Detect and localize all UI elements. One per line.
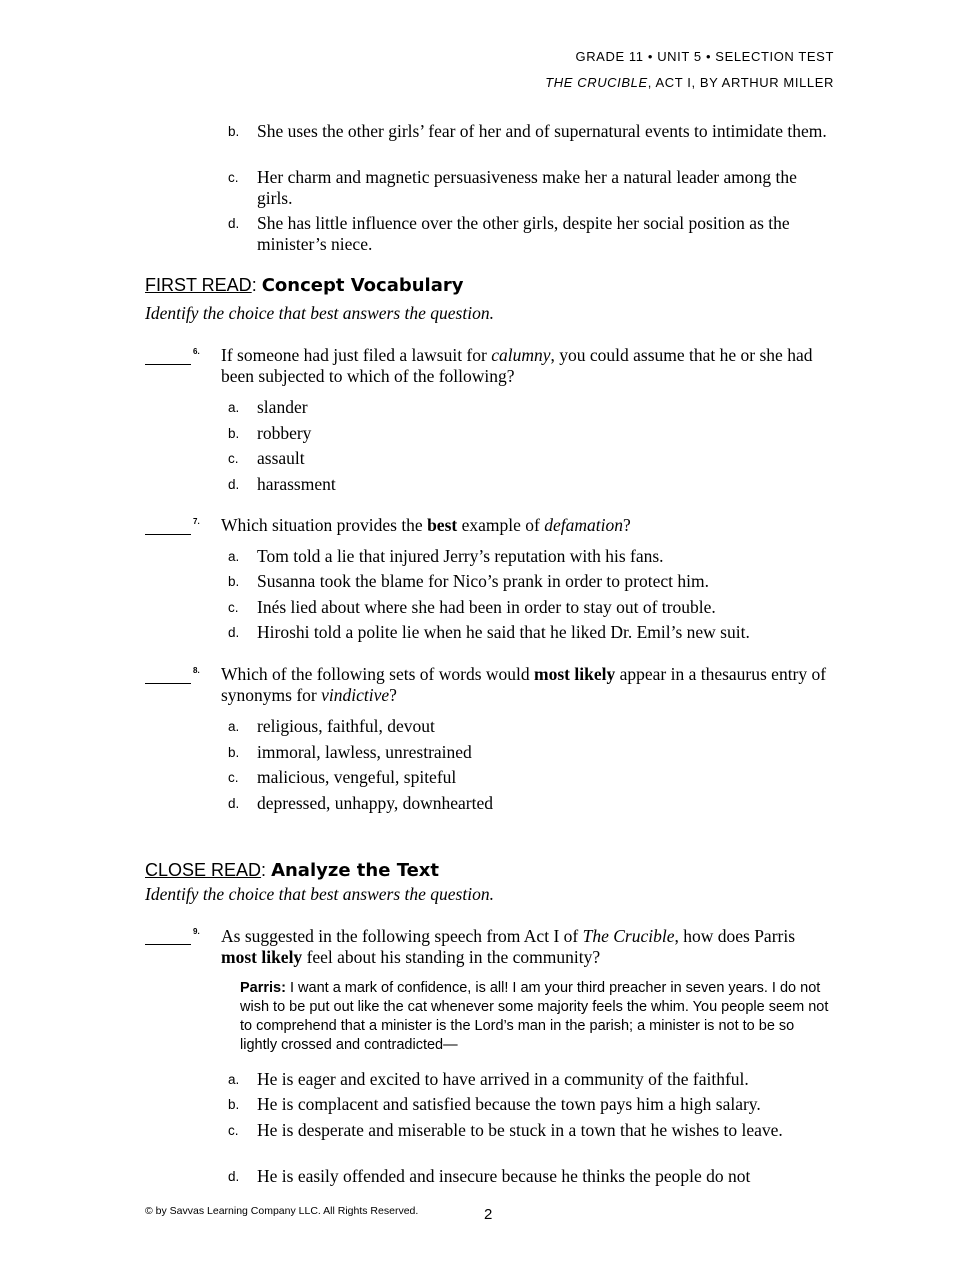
option-text: assault (257, 448, 305, 468)
footer-copyright: © by Savvas Learning Company LLC. All Rights Reserved. (145, 1205, 419, 1217)
option-letter: a. (228, 549, 240, 564)
option-letter: c. (228, 770, 239, 785)
option-text: harassment (257, 474, 336, 494)
option-letter: d. (228, 477, 240, 492)
q8-vocab-word: vindictive (321, 685, 390, 705)
option-text: Inés lied about where she had been in order to stay out of trouble. (257, 597, 716, 617)
q7-text-part: Which situation provides the (221, 515, 428, 535)
option-text: Susanna took the blame for Nico’s prank in order to protect him. (257, 571, 709, 591)
option-letter: b. (228, 124, 240, 139)
q6-text-part: , you could assume that he or she had been subjected to which of the following? (221, 345, 813, 386)
q5-option-b[interactable] (228, 121, 828, 142)
q6-text-part: If someone had just filed a lawsuit for (221, 345, 492, 365)
q6-answer-blank[interactable] (145, 350, 191, 365)
q8-option-c[interactable] (228, 767, 828, 788)
q9-work-title: The Crucible (582, 926, 675, 946)
option-text: Her charm and magnetic persuasiveness make her a natural leader among the girls. (257, 167, 797, 208)
q8-option-b[interactable] (228, 742, 828, 763)
q6-question-text (221, 345, 831, 387)
option-text: religious, faithful, devout (257, 716, 435, 736)
q7-answer-blank[interactable] (145, 520, 191, 535)
option-letter: d. (228, 216, 240, 231)
option-letter: c. (228, 600, 239, 615)
section-title: Concept Vocabulary (261, 275, 464, 296)
q9-speech-excerpt (240, 979, 835, 1055)
q8-text-part: appear in a thesaurus entry of synonyms for (221, 664, 827, 705)
option-text: depressed, unhappy, downhearted (257, 793, 494, 813)
section-heading-close-read (145, 860, 439, 881)
option-text: He is complacent and satisfied because the town pays him a high salary. (257, 1094, 761, 1114)
option-text: He is desperate and miserable to be stuck in a town that he wishes to leave. (257, 1120, 783, 1140)
q7-vocab-word: defamation (544, 515, 623, 535)
q7-option-b[interactable] (228, 571, 828, 592)
q7-question-text (221, 515, 831, 536)
option-letter: a. (228, 1072, 240, 1087)
option-text: She uses the other girls’ fear of her and of supernatural events to intimidate them. (257, 121, 827, 141)
header-grade-unit: GRADE 11 • UNIT 5 • SELECTION TEST (575, 49, 834, 64)
option-text: Hiroshi told a polite lie when he said that he liked Dr. Emil’s new suit. (257, 622, 750, 642)
q9-emphasis: most likely (221, 947, 303, 967)
q9-option-d[interactable] (228, 1166, 828, 1187)
section-separator: : (261, 860, 272, 880)
option-text: immoral, lawless, unrestrained (257, 742, 472, 762)
option-text: She has little influence over the other girls, despite her social position as the minister’s niece. (257, 213, 790, 254)
speaker-name: Parris: (240, 980, 286, 996)
option-text: slander (257, 397, 308, 417)
header-book-author: , ACT I, BY ARTHUR MILLER (647, 75, 834, 90)
option-letter: d. (228, 625, 240, 640)
option-text: malicious, vengeful, spiteful (257, 767, 457, 787)
option-letter: b. (228, 426, 240, 441)
option-letter: a. (228, 400, 240, 415)
option-text: robbery (257, 423, 312, 443)
speech-text: I want a mark of confidence, is all! I am your third preacher in seven years. I do not wish to be put out like the cat whenever some majority feels the whim. You people seem not to comprehend that a minister is the Lord’s man in the parish; a minister is not to be so lightly crossed and contradicted— (240, 980, 829, 1053)
q9-answer-blank[interactable] (145, 930, 191, 945)
q9-question-text (221, 926, 831, 968)
q7-emphasis: best (427, 515, 458, 535)
q9-text-part: feel about his standing in the community? (302, 947, 601, 967)
q6-option-a[interactable] (228, 397, 828, 418)
q8-option-d[interactable] (228, 793, 828, 814)
q9-text-part: As suggested in the following speech from Act I of (221, 926, 583, 946)
q9-number: 9. (193, 927, 200, 936)
option-letter: c. (228, 451, 239, 466)
header-book-title: THE CRUCIBLE (545, 75, 648, 90)
q7-number: 7. (193, 517, 200, 526)
q8-text-part: Which of the following sets of words would (221, 664, 535, 684)
q7-option-a[interactable] (228, 546, 828, 567)
q8-option-a[interactable] (228, 716, 828, 737)
option-letter: b. (228, 745, 240, 760)
q9-option-b[interactable] (228, 1094, 828, 1115)
q6-option-b[interactable] (228, 423, 828, 444)
q6-option-d[interactable] (228, 474, 828, 495)
option-letter: b. (228, 1097, 240, 1112)
header-selection-title (545, 75, 834, 90)
q6-option-c[interactable] (228, 448, 828, 469)
q8-text-part: ? (389, 685, 397, 705)
option-letter: c. (228, 170, 239, 185)
q7-text-part: example of (457, 515, 545, 535)
section-heading-first-read (145, 275, 463, 296)
q8-number: 8. (193, 666, 200, 675)
q9-option-c[interactable] (228, 1120, 828, 1141)
section-instruction: Identify the choice that best answers the question. (145, 303, 494, 323)
q5-option-d[interactable] (228, 213, 828, 255)
option-letter: c. (228, 1123, 239, 1138)
q6-number: 6. (193, 347, 200, 356)
q8-emphasis: most likely (534, 664, 616, 684)
q7-text-part: ? (622, 515, 631, 535)
option-text: He is eager and excited to have arrived in a community of the faithful. (257, 1069, 749, 1089)
option-letter: d. (228, 796, 240, 811)
page-number: 2 (484, 1206, 493, 1223)
q5-option-c[interactable] (228, 167, 828, 209)
section-label: CLOSE READ (145, 860, 262, 880)
q9-text-part: , how does Parris (674, 926, 796, 946)
section-label: FIRST READ (145, 275, 252, 295)
q8-answer-blank[interactable] (145, 669, 191, 684)
section-instruction: Identify the choice that best answers the question. (145, 884, 494, 904)
option-letter: a. (228, 719, 240, 734)
option-text: Tom told a lie that injured Jerry’s reputation with his fans. (257, 546, 664, 566)
section-title: Analyze the Text (271, 860, 440, 881)
option-text: He is easily offended and insecure because he thinks the people do not (257, 1166, 751, 1186)
q7-option-c[interactable] (228, 597, 828, 618)
section-separator: : (251, 275, 262, 295)
q8-question-text (221, 664, 831, 706)
q9-option-a[interactable] (228, 1069, 828, 1090)
q6-vocab-word: calumny (491, 345, 551, 365)
q7-option-d[interactable] (228, 622, 828, 643)
option-letter: d. (228, 1169, 240, 1184)
option-letter: b. (228, 574, 240, 589)
